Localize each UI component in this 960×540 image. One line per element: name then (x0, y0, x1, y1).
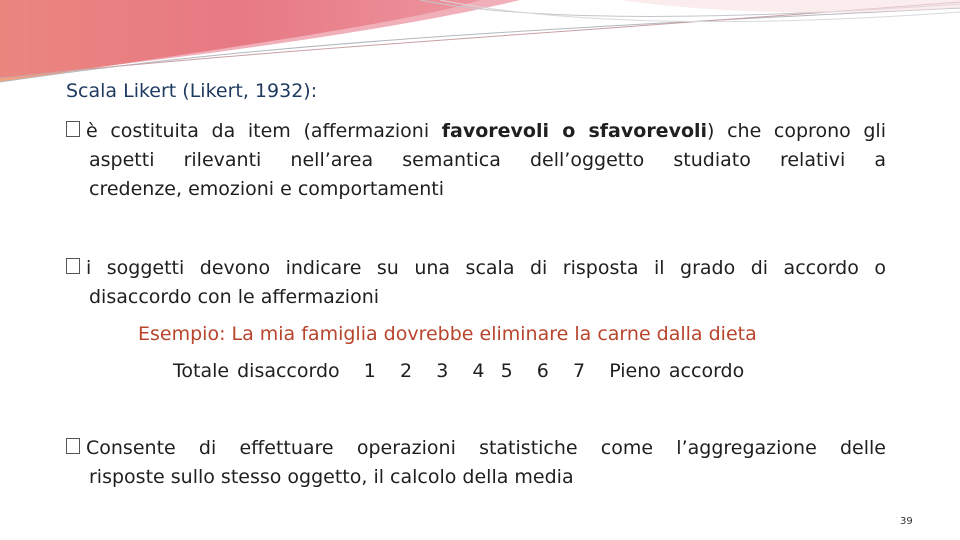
bullet-box-icon (66, 258, 80, 274)
bullet-3-line-2: risposte sullo stesso oggetto, il calcolo della media (89, 466, 574, 488)
header-decorative-banner (0, 0, 960, 90)
bullet-1-line-1-post: ) che coprono gli (707, 120, 886, 142)
bullet-2-line-1: i soggetti devono indicare su una scala di risposta il grado di accordo o (86, 257, 886, 279)
bullet-1-line-1-pre: è costituita da item (affermazioni (86, 120, 442, 142)
bullet-item-1 (66, 117, 886, 204)
likert-scale: Totale disaccordo 1 2 3 4 5 6 7 Pieno accordo (173, 360, 745, 382)
bullet-2-line-2: disaccordo con le affermazioni (89, 286, 380, 308)
bullet-3-line-1: Consente di effettuare operazioni statistiche come l’aggregazione delle (86, 437, 886, 459)
bullet-1-line-2 (66, 146, 886, 175)
bullet-item-3 (66, 434, 886, 492)
bullet-1-line-2-text: aspetti rilevanti nell’area semantica dell’oggetto studiato relativi a (89, 149, 886, 171)
bullet-1-bold-phrase: favorevoli o sfavorevoli (441, 120, 708, 142)
bullet-1-line-3: credenze, emozioni e comportamenti (89, 178, 444, 200)
page-number: 39 (900, 516, 913, 527)
bullet-item-2 (66, 254, 886, 312)
bullet-box-icon (66, 121, 80, 137)
slide-title: Scala Likert (Likert, 1932): (66, 80, 318, 102)
example-sentence: Esempio: La mia famiglia dovrebbe eliminare la carne dalla dieta (138, 323, 757, 345)
bullet-box-icon (66, 438, 80, 454)
